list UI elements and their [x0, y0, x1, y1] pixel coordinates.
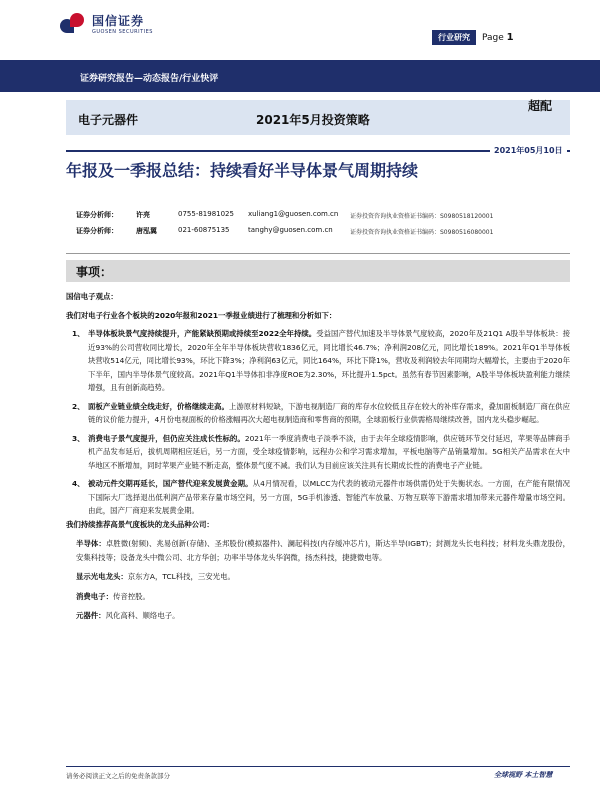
footer-slogan: 全球视野 本土智慧 [494, 771, 553, 779]
strategy-title: 2021年5月投资策略 [256, 113, 370, 127]
point-item: 1、 半导体板块景气度持续提升，产能紧缺预期或持续至2022全年持续。受益国产替代加速及半导体景气度较高，2020年及21Q1 A股半导体板块：接近93%的公司营收同比增长，2020年全年半导体板块营收1836亿元，同比增长46.7%；净利润208亿元，同比增长189%。2021年Q1半导体板块营收514亿元，同比增长93%，环比下降3%；净利润63亿元，同比164%，环比下降1%，营收及利润较去年同期均大幅增长，主要由于2020年下半年，国内半导体景气度较高。2021年Q1半导体扣非净度ROE为2.30%，环比提升1.5pct。虽然有春节因素影响，A股半导体板块盈利能力继续增强，且有创新高趋势。 [72, 329, 570, 392]
analyst-name: 许亮 [136, 211, 150, 219]
summary: 我们对电子行业各个板块的2020年报和2021一季报业绩进行了梳理和分析如下： [66, 310, 337, 320]
headline: 年报及一季报总结：持续看好半导体景气周期持续 [66, 161, 419, 180]
footer-disclaimer: 请务必阅读正文之后的免责条款部分 [66, 772, 170, 780]
recommend-item: 消费电子：传音控股。 [76, 591, 150, 601]
page-indicator: Page 1 [482, 32, 514, 43]
analyst-phone: 021-60875135 [178, 226, 230, 234]
analyst-email[interactable]: xuliang1@guosen.com.cn [248, 210, 339, 218]
report-type-tag: 行业研究 [432, 30, 476, 45]
banner-text: 证券研究报告—动态报告/行业快评 [80, 74, 219, 84]
recommend-title: 我们持续推荐高景气度板块的龙头品种公司： [66, 519, 214, 529]
brand-name: 国信证券 [92, 14, 145, 28]
point-item: 2、 面板产业链业绩全线走好，价格继续走高。上游原材料短缺，下游电视制造厂商的库存水位较低且存在较大的补库存需求，叠加面板制造厂商在供应链的议价能力提升，4月份电视面板的价格涨幅再次大超电视制造商和零售商的预期，全球面板行业供需格局继续改善，国内龙头稳步崛起。 [72, 401, 570, 424]
analyst-cert: 证券投资咨询执业资格证书编码：S0980516080001 [350, 229, 494, 236]
sector-name: 电子元器件 [78, 113, 139, 127]
recommend-item: 半导体：卓胜微(射频)、兆易创新(存储)、圣邦股份(模拟器件)、澜起科技(内存缓冲芯片)，斯达半导(IGBT)；封测龙头长电科技；材料龙头鼎龙股份，安集科技等；设备龙头中微公司、北方华创；功率半导体龙头华润微，扬杰科技，捷捷微电等。 [76, 539, 570, 562]
logo-icon [60, 13, 86, 35]
report-body [66, 290, 570, 623]
analyst-cert: 证券投资咨询执业资格证书编码：S0980518120001 [350, 213, 494, 220]
analyst-row: 证券分析师： 唐泓翼 021-60875135 tanghy@guosen.com.cn 证券投资咨询执业资格证书编码：S0980516080001 [76, 226, 494, 236]
analyst-phone: 0755-81981025 [178, 210, 234, 218]
analyst-email[interactable]: tanghy@guosen.com.cn [248, 226, 333, 234]
intro: 国信电子观点： [66, 292, 118, 301]
section-header [66, 260, 570, 282]
recommend-item: 显示光电龙头：京东方A，TCL科技，三安光电。 [76, 572, 235, 581]
footer-divider [66, 766, 570, 767]
brand-name-en: GUOSEN SECURITIES [92, 29, 153, 35]
point-item: 4、 被动元件交期再延长，国产替代迎来发展黄金期。从4月情况看，以MLCC为代表的被动元器件市场供需仍处于失衡状态。一方面，在产能有限情况下国际大厂选择退出低利润产品带来存量市场空间，另一方面，5G手机渗透、智能汽车放量、万物互联等下游需求增加带来元器件增量市场空间。由此，国产厂商迎来发展黄金期。 [72, 479, 570, 515]
analyst-name: 唐泓翼 [136, 227, 157, 235]
sector-bar [66, 100, 570, 135]
analyst-row: 证券分析师： 许亮 0755-81981025 xuliang1@guosen.com.cn 证券投资咨询执业资格证书编码：S0980518120001 [76, 210, 494, 220]
brand-logo [60, 12, 153, 35]
report-date: 2021年05月10日 [490, 145, 567, 156]
divider [66, 253, 570, 254]
report-banner [0, 60, 600, 92]
top-tags [432, 30, 514, 45]
recommend-item: 元器件：风化高科、顺络电子。 [76, 611, 180, 620]
section-title: 事项： [76, 265, 113, 279]
point-item: 3、 消费电子景气度提升，但仍应关注成长性标的。2021年一季度消费电子淡季不淡，由于去年全球疫情影响，供应链环节交付延迟，苹果等品牌商手机产品发布延后，拔机周期相应延后，另一方面，受全球疫情影响，远程办公和学习需求增加，平板电脑等产品销量增加。5G相关产品需求在大中华地区不断增加，同时苹果产业链不断走高，整体景气度不减。我们认为目前应该关注具有长期成长性的消费电子产业链。 [72, 433, 570, 470]
rating: 超配 [528, 99, 553, 113]
